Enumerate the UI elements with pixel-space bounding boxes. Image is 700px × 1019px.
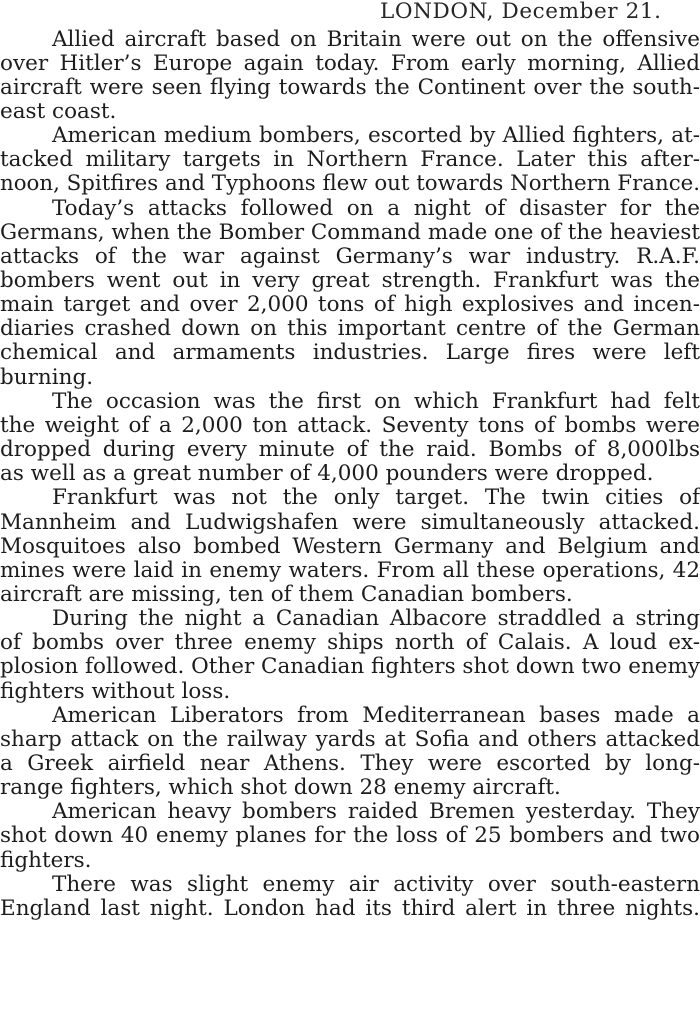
article-line: tacked military targets in Northern France. Later this after-: [0, 147, 700, 173]
article-line: fighters.: [0, 847, 92, 873]
article-line: of bombs over three enemy ships north of Calais. A loud ex-: [0, 630, 700, 656]
article-line: Mosquitoes also bombed Western Germany and Belgium and: [0, 533, 700, 559]
article-line: a Greek airfield near Athens. They were escorted by long-: [0, 751, 700, 776]
article-line: burning.: [0, 364, 94, 390]
article-line: the weight of a 2,000 ton attack. Seventy tons of bombs were: [0, 412, 700, 438]
article-line: During the night a Canadian Albacore straddled a string: [52, 606, 700, 632]
article-line: plosion followed. Other Canadian fighters shot down two enemy: [0, 654, 700, 680]
article-line: dropped during every minute of the raid. Bombs of 8,000lbs: [0, 437, 700, 462]
article-line: aircraft are missing, ten of them Canadian bombers.: [0, 581, 573, 607]
article-line: chemical and armaments industries. Large fires were left: [0, 340, 700, 366]
article-line: range fighters, which shot down 28 enemy aircraft.: [0, 775, 561, 801]
article-line: American Liberators from Mediterranean bases made a: [52, 702, 700, 728]
article-line: aircraft were seen flying towards the Continent over the south-: [0, 74, 700, 100]
article-line: American medium bombers, escorted by Allied fighters, at-: [52, 123, 700, 149]
article-line: Frankfurt was not the only target. The twin cities of: [52, 485, 700, 511]
article-line: Allied aircraft based on Britain were out on the offensive: [52, 26, 700, 52]
article-line: attacks of the war against Germany’s war industry. R.A.F.: [0, 243, 700, 269]
article-line: over Hitler’s Europe again today. From early morning, Allied: [0, 50, 700, 76]
article-line: Today’s attacks followed on a night of disaster for the: [52, 195, 700, 221]
article-line: shot down 40 enemy planes for the loss of 25 bombers and two: [0, 823, 700, 849]
article-line: mines were laid in enemy waters. From all these operations, 42: [0, 557, 700, 583]
article-line: There was slight enemy air activity over south-eastern: [52, 871, 700, 897]
article-line: bombers went out in very great strength. Frankfurt was the: [0, 268, 700, 293]
article-line: fighters without loss.: [0, 678, 231, 704]
article-line: Mannheim and Ludwigshafen were simultaneously attacked.: [0, 509, 700, 535]
article-line: as well as a great number of 4,000 pounders were dropped.: [0, 461, 654, 487]
article-line: England last night. London had its third alert in three nights.: [0, 895, 700, 921]
article-line: sharp attack on the railway yards at Sofia and others attacked: [0, 726, 700, 752]
article-line: main target and over 2,000 tons of high explosives and incen-: [0, 292, 700, 318]
article-line: diaries crashed down on this important centre of the German: [0, 316, 700, 342]
article-line: noon, Spitfires and Typhoons flew out towards Northern France.: [0, 171, 700, 197]
dateline: LONDON, December 21.: [380, 0, 662, 24]
article-line: American heavy bombers raided Bremen yesterday. They: [52, 799, 700, 825]
article-line: Germans, when the Bomber Command made one of the heaviest: [0, 219, 700, 245]
article-line: east coast.: [0, 98, 117, 124]
article-line: The occasion was the first on which Frankfurt had felt: [52, 388, 700, 414]
